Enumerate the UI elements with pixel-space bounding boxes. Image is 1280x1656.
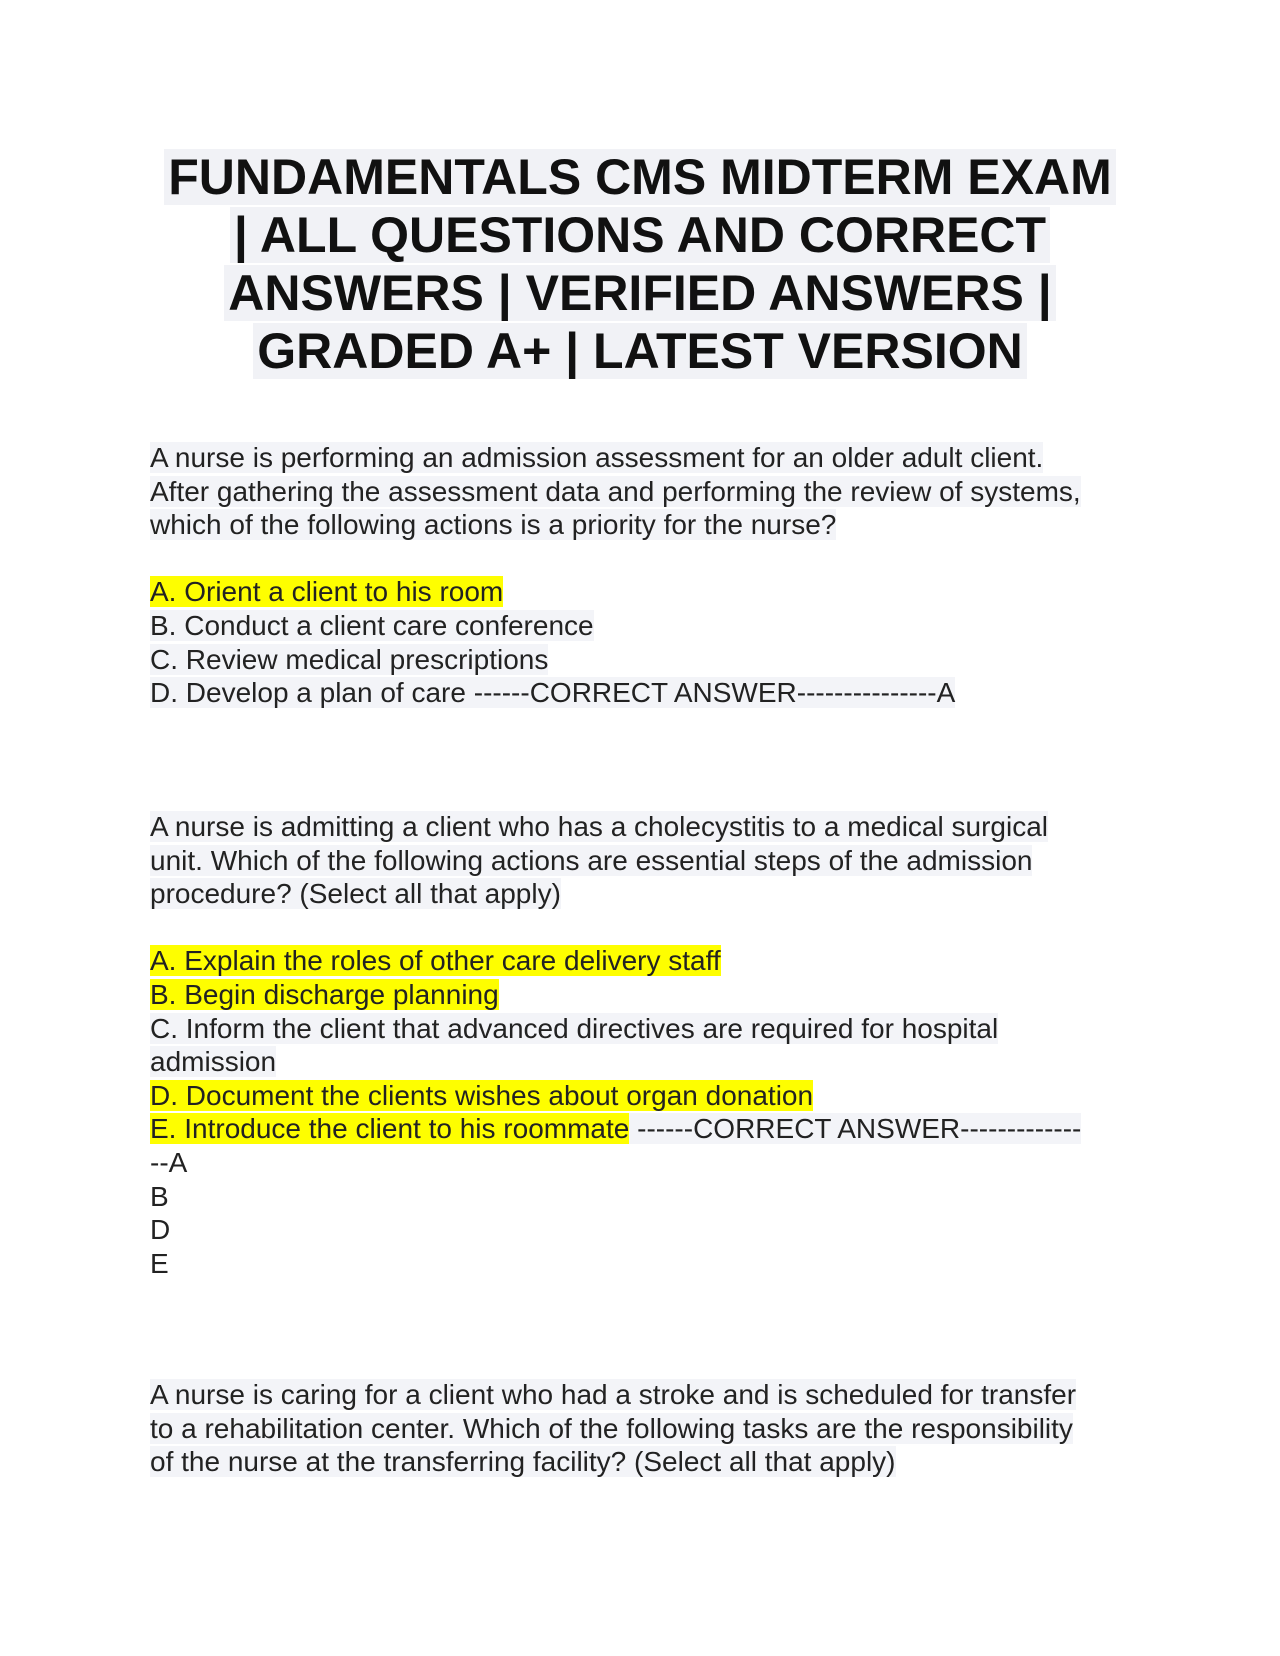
question-stem-line [150, 508, 1150, 542]
answer-option [150, 643, 1150, 677]
correct-answer-line [150, 1247, 1150, 1281]
correct-answer-line [150, 1213, 1150, 1247]
stem-text: A nurse is caring for a client who had a stroke and is scheduled for transfer [150, 1379, 1077, 1410]
answer-option [150, 1112, 1150, 1146]
question-stem-line [150, 810, 1150, 844]
question-stem-line [150, 1412, 1150, 1446]
stem-text: procedure? (Select all that apply) [150, 878, 561, 910]
option-text: B. Conduct a client care conference [150, 609, 594, 641]
correct-answer-line [150, 1180, 1150, 1214]
title-line: FUNDAMENTALS CMS MIDTERM EXAM [164, 149, 1115, 205]
correct-answer-letter: --A [150, 1146, 188, 1178]
answer-option [150, 575, 1150, 609]
answer-option-continuation [150, 1045, 1150, 1079]
option-text: C. Inform the client that advanced directives are required for hospital [150, 1012, 999, 1044]
question-2 [150, 810, 1150, 1280]
correct-answer-marker: ------CORRECT ANSWER------------- [629, 1113, 1082, 1145]
correct-answer-line [150, 1146, 1150, 1180]
stem-text: of the nurse at the transferring facility? (Select all that apply) [150, 1446, 896, 1478]
correct-answer-letter: D [150, 1214, 171, 1246]
stem-text: which of the following actions is a priority for the nurse? [150, 509, 837, 541]
stem-text: After gathering the assessment data and performing the review of systems, [150, 475, 1081, 507]
option-text-highlighted: D. Document the clients wishes about organ donation [150, 1079, 814, 1111]
answer-option [150, 1012, 1150, 1046]
question-stem-line [150, 877, 1150, 911]
stem-text: unit. Which of the following actions are essential steps of the admission [150, 844, 1033, 876]
question-stem-line [150, 441, 1150, 475]
title-line: | ALL QUESTIONS AND CORRECT [230, 207, 1050, 263]
question-stem-line [150, 1378, 1150, 1412]
answer-option [150, 609, 1150, 643]
question-stem-line [150, 1445, 1150, 1479]
stem-text: to a rehabilitation center. Which of the following tasks are the responsibility [150, 1412, 1073, 1444]
option-text-highlighted: E. Introduce the client to his roommate [150, 1113, 630, 1145]
answer-option [150, 978, 1150, 1012]
document-title [150, 148, 1130, 380]
correct-answer-marker: ------CORRECT ANSWER---------------A [465, 677, 956, 709]
option-text-highlighted: A. Orient a client to his room [150, 576, 504, 608]
answer-option [150, 944, 1150, 978]
question-1 [150, 441, 1150, 710]
correct-answer-letter: B [150, 1180, 169, 1212]
option-text-highlighted: A. Explain the roles of other care delivery staff [150, 945, 721, 977]
question-3 [150, 1378, 1150, 1479]
correct-answer-letter: E [150, 1247, 169, 1279]
blank-line [150, 542, 1150, 576]
option-text: C. Review medical prescriptions [150, 643, 549, 675]
title-line: GRADED A+ | LATEST VERSION [253, 323, 1026, 379]
stem-text: A nurse is admitting a client who has a cholecystitis to a medical surgical [150, 811, 1048, 842]
stem-text: A nurse is performing an admission assessment for an older adult client. [150, 442, 1044, 473]
question-stem-line [150, 475, 1150, 509]
title-line: ANSWERS | VERIFIED ANSWERS | [224, 265, 1055, 321]
option-text: D. Develop a plan of care [150, 677, 466, 709]
answer-option [150, 676, 1150, 710]
option-text: admission [150, 1046, 277, 1078]
blank-line [150, 911, 1150, 945]
question-stem-line [150, 844, 1150, 878]
answer-option [150, 1079, 1150, 1113]
option-text-highlighted: B. Begin discharge planning [150, 978, 499, 1010]
